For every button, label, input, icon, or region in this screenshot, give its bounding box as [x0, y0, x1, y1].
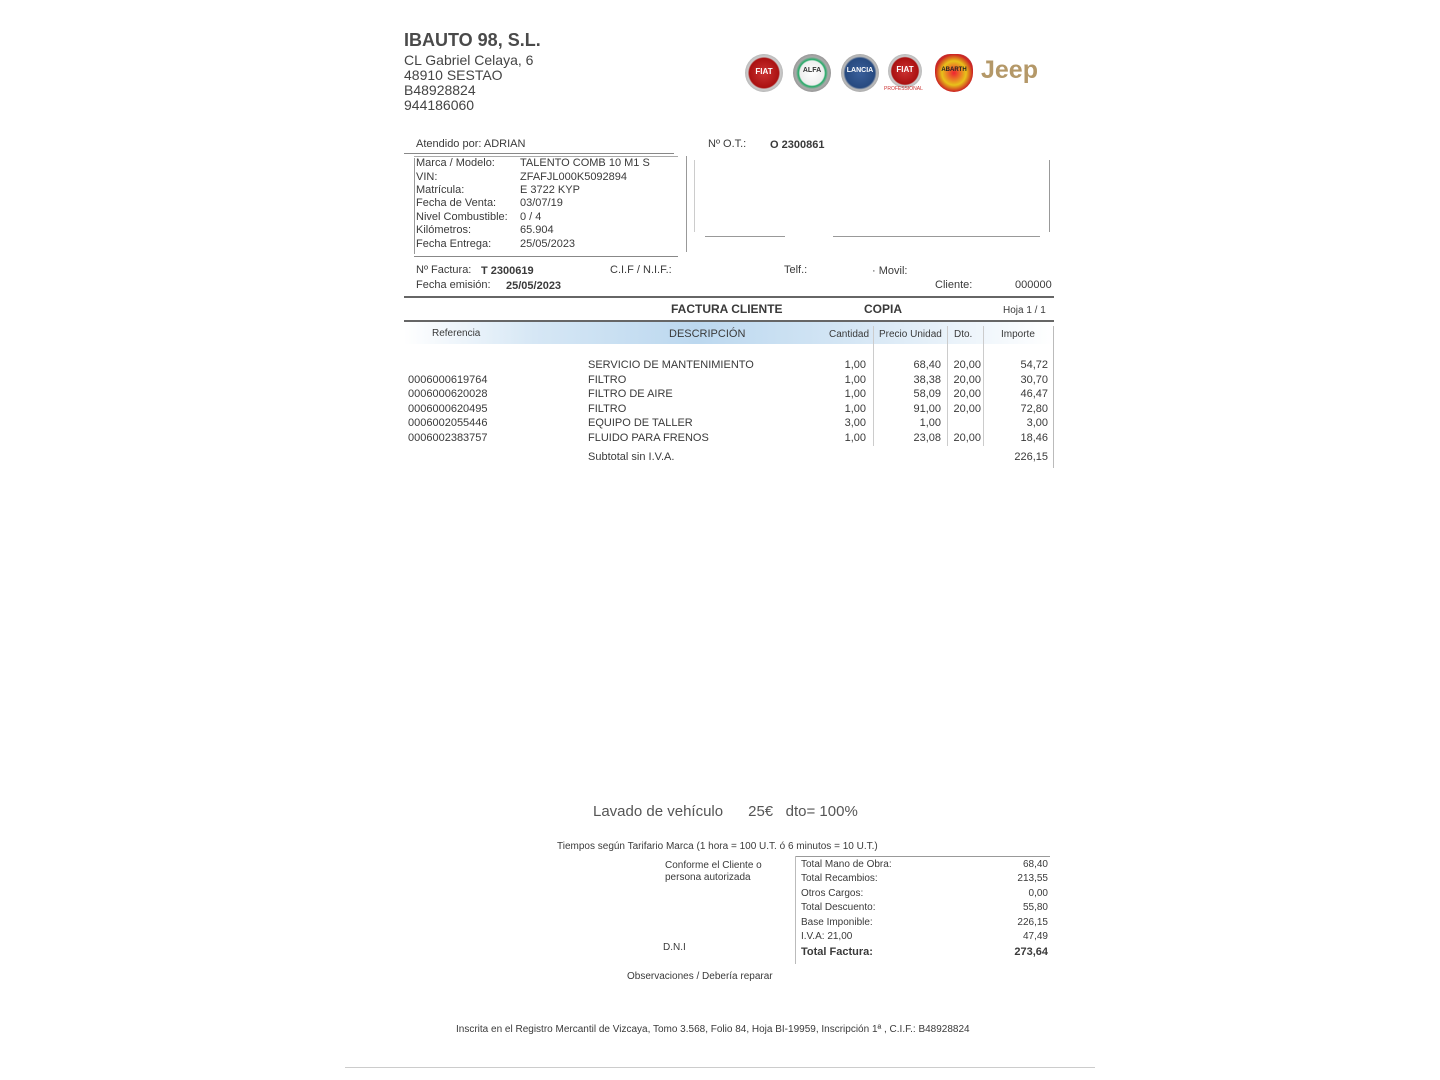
- col-description: DESCRIPCIÓN: [669, 328, 746, 340]
- line-amount: 30,70: [1020, 373, 1048, 386]
- vehicle-sale-date: 03/07/19: [520, 197, 563, 209]
- total-label: Total Mano de Obra:: [801, 859, 892, 870]
- company-address: CL Gabriel Celaya, 6: [404, 52, 534, 68]
- total-value: 55,80: [1022, 902, 1048, 914]
- line-quantity: 1,00: [844, 402, 866, 415]
- phone-label: Telf.:: [784, 264, 808, 276]
- line-description: FILTRO: [588, 402, 627, 415]
- line-quantity: 3,00: [844, 417, 866, 429]
- total-label: Total Recambios:: [801, 873, 878, 885]
- line-discount: 20,00: [953, 373, 981, 386]
- line-reference: 0006002383757: [408, 431, 488, 444]
- line-quantity: 1,00: [844, 431, 866, 444]
- line-reference: 0006000620495: [408, 402, 488, 415]
- client-label: Cliente:: [935, 279, 973, 291]
- total-label: I.V.A: 21,00: [801, 931, 853, 942]
- vehicle-label-plate: Matrícula:: [416, 184, 465, 196]
- abarth-logo: ABARTH: [935, 54, 973, 92]
- line-reference: 0006000620028: [408, 388, 488, 400]
- col-discount: Dto.: [954, 329, 973, 340]
- line-amount: 72,80: [1020, 402, 1048, 415]
- line-quantity: 1,00: [844, 359, 866, 371]
- line-description: SERVICIO DE MANTENIMIENTO: [588, 359, 754, 371]
- vehicle-label-km: Kilómetros:: [416, 224, 472, 236]
- dni-label: D.N.I: [663, 942, 686, 953]
- attended-by: Atendido por: ADRIAN: [416, 138, 526, 150]
- vehicle-label-fuel: Nivel Combustible:: [416, 211, 508, 223]
- line-unit-price: 38,38: [913, 373, 941, 386]
- vehicle-label-delivery: Fecha Entrega:: [416, 238, 492, 250]
- subtotal-label: Subtotal sin I.V.A.: [588, 451, 675, 463]
- invoice-number-label: Nº Factura:: [416, 264, 472, 276]
- vehicle-delivery-date: 25/05/2023: [520, 238, 576, 250]
- lancia-logo: LANCIA: [841, 54, 879, 92]
- col-unit-price: Precio Unidad: [879, 329, 942, 340]
- line-amount: 3,00: [1026, 417, 1048, 429]
- cif-label: C.I.F / N.I.F.:: [610, 264, 672, 276]
- col-quantity: Cantidad: [829, 329, 870, 340]
- line-discount: 20,00: [953, 388, 981, 400]
- vehicle-plate: E 3722 KYP: [520, 184, 580, 196]
- line-discount: 20,00: [953, 359, 981, 371]
- fiat-logo: FIAT: [745, 54, 783, 92]
- page-indicator: Hoja 1 / 1: [1003, 305, 1046, 316]
- line-unit-price: 68,40: [913, 359, 941, 371]
- line-amount: 54,72: [1020, 359, 1048, 371]
- conforme-line-2: persona autorizada: [665, 872, 751, 883]
- copy-label: COPIA: [864, 302, 903, 316]
- total-label: Base Imponible:: [801, 916, 873, 928]
- issue-date: 25/05/2023: [506, 280, 562, 292]
- alfa-romeo-logo: ALFA: [793, 54, 831, 92]
- line-unit-price: 1,00: [919, 417, 941, 429]
- company-phone: 944186060: [404, 97, 475, 113]
- line-discount: 20,00: [953, 402, 981, 415]
- line-description: FILTRO: [588, 373, 627, 386]
- line-description: EQUIPO DE TALLER: [588, 417, 693, 429]
- total-label: Total Descuento:: [801, 902, 876, 914]
- vehicle-label-sale-date: Fecha de Venta:: [416, 197, 497, 209]
- vehicle-model: TALENTO COMB 10 M1 S: [520, 157, 650, 169]
- total-value: 47,49: [1022, 931, 1048, 942]
- conforme-line-1: Conforme el Cliente o: [665, 860, 762, 871]
- vehicle-label-vin: VIN:: [416, 171, 438, 183]
- fiat-professional-logo: FIAT: [888, 54, 922, 88]
- line-description: FILTRO DE AIRE: [588, 388, 673, 400]
- line-amount: 18,46: [1020, 431, 1048, 444]
- fiat-professional-label: PROFESSIONAL: [884, 86, 923, 92]
- issue-date-label: Fecha emisión:: [416, 279, 491, 291]
- total-value: 213,55: [1017, 873, 1048, 885]
- ot-value: O 2300861: [770, 139, 825, 151]
- jeep-logo: Jeep: [981, 56, 1038, 84]
- total-value: 226,15: [1017, 916, 1048, 928]
- total-label: Otros Cargos:: [801, 887, 864, 899]
- tariff-note: Tiempos según Tarifario Marca (1 hora = 100 U.T. ó 6 minutos = 10 U.T.): [557, 841, 878, 852]
- invoice-number: T 2300619: [481, 265, 534, 277]
- vehicle-fuel: 0 / 4: [520, 211, 542, 223]
- total-value: 68,40: [1022, 859, 1048, 870]
- line-discount: 20,00: [953, 431, 981, 444]
- vehicle-vin: ZFAFJL000K5092894: [520, 171, 628, 183]
- subtotal-value: 226,15: [1014, 451, 1048, 463]
- client-number: 000000: [1015, 279, 1052, 291]
- ot-label: Nº O.T.:: [708, 138, 747, 150]
- line-reference: 0006000619764: [408, 373, 488, 386]
- vehicle-km: 65.904: [520, 224, 554, 236]
- company-cif: B48928824: [404, 82, 476, 98]
- mobile-label: · Movil:: [872, 265, 908, 277]
- total-invoice-label: Total Factura:: [801, 946, 873, 958]
- line-description: FLUIDO PARA FRENOS: [588, 431, 709, 444]
- total-value: 0,00: [1028, 887, 1048, 899]
- line-unit-price: 91,00: [913, 402, 941, 415]
- company-city: 48910 SESTAO: [404, 67, 503, 83]
- observations: Observaciones / Debería reparar: [627, 971, 773, 982]
- line-unit-price: 23,08: [913, 431, 941, 444]
- line-unit-price: 58,09: [913, 388, 941, 400]
- vehicle-label-model: Marca / Modelo:: [416, 157, 495, 169]
- car-wash-note: Lavado de vehículo 25€ dto= 100%: [593, 803, 858, 820]
- registry-footer: Inscrita en el Registro Mercantil de Vizcaya, Tomo 3.568, Folio 84, Hoja BI-19959, Inscripción 1ª , C.I.F.: B48928824: [456, 1024, 970, 1035]
- col-reference: Referencia: [432, 328, 481, 339]
- company-name: IBAUTO 98, S.L.: [404, 30, 541, 50]
- line-amount: 46,47: [1020, 388, 1048, 400]
- line-reference: 0006002055446: [408, 417, 488, 429]
- total-invoice-value: 273,64: [1014, 946, 1048, 958]
- document-title: FACTURA CLIENTE: [671, 302, 783, 316]
- line-quantity: 1,00: [844, 388, 866, 400]
- col-amount: Importe: [1001, 329, 1035, 340]
- line-quantity: 1,00: [844, 373, 866, 386]
